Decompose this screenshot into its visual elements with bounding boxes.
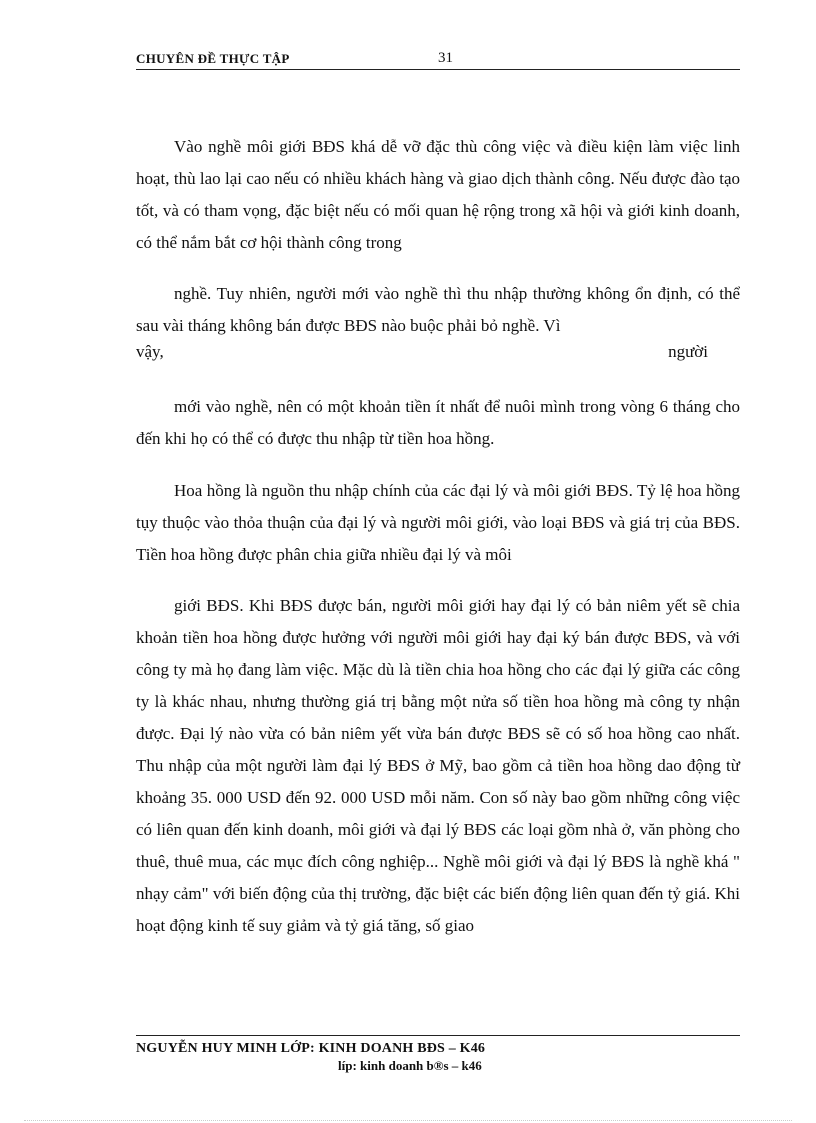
page-number: 31 xyxy=(438,50,453,66)
paragraph-1 xyxy=(136,131,740,259)
paragraph-1-text: Vào nghề môi giới BĐS khá dễ vỡ đặc thù công việc và điều kiện làm việc linh hoạt, thù lao lại cao nếu có nhiều khách hàng và giao dịch thành công. Nếu được đào tạo tốt, và có tham vọng, đặc biệt nếu có mối quan hệ rộng trong xã hội và giới kinh doanh, có thể nắm bắt cơ hội thành công trong xyxy=(136,137,740,252)
page-bottom-dotted-line xyxy=(24,1120,792,1121)
paragraph-5-text: giới BĐS. Khi BĐS được bán, người môi giới hay đại lý có bản niêm yết sẽ chia khoản tiền hoa hồng được hưởng với người môi giới hay đại ký bán được BĐS, và với công ty mà họ đang làm việc. Mặc dù là tiền chia hoa hồng cho các đại lý giữa các công ty là khác nhau, nhưng thường giá trị bằng một nửa số tiền hoa hồng mà công ty nhận được. Đại lý nào vừa có bản niêm yết vừa bán được BĐS sẽ có số hoa hồng cao nhất. Thu nhập của một người làm đại lý BĐS ở Mỹ, bao gồm cả tiền hoa hồng dao động từ khoảng 35. 000 USD đến 92. 000 USD mỗi năm. Con số này bao gồm những công việc có liên quan đến kinh doanh, môi giới và đại lý BĐS các loại gồm nhà ở, văn phòng cho thuê, thuê mua, các mục đích công nghiệp... Nghề môi giới và đại lý BĐS là nghề khá " nhạy cảm" với biến động của thị trường, đặc biệt các biến động liên quan đến tỷ giá. Khi hoạt động kinh tế suy giảm và tỷ giá tăng, số giao xyxy=(136,596,740,935)
paragraph-2-end-right: người xyxy=(668,342,708,361)
paragraph-3-text: mới vào nghề, nên có một khoản tiền ít nhất để nuôi mình trong vòng 6 tháng cho đến khi họ có thể có được thu nhập từ tiền hoa hồng. xyxy=(136,397,740,448)
page-header xyxy=(136,49,740,70)
paragraph-4-text: Hoa hồng là nguồn thu nhập chính của các đại lý và môi giới BĐS. Tỷ lệ hoa hồng tụy thuộc vào thỏa thuận của đại lý và người môi giới, vào loại BĐS và giá trị của BĐS. Tiền hoa hồng được phân chia giữa nhiều đại lý và môi xyxy=(136,481,740,564)
header-title: CHUYÊN ĐỀ THỰC TẬP xyxy=(136,51,290,66)
footer-divider xyxy=(136,1035,740,1036)
paragraph-2-text: nghề. Tuy nhiên, người mới vào nghề thì thu nhập thường không ổn định, có thể sau vài tháng không bán được BĐS nào buộc phải bỏ nghề. Vì xyxy=(136,284,740,335)
paragraph-3 xyxy=(136,391,740,455)
paragraph-2-end-left: vậy, xyxy=(136,342,164,361)
paragraph-5 xyxy=(136,590,740,942)
footer-author-class: NGUYỄN HUY MINH LỚP: KINH DOANH BĐS – K46 xyxy=(136,1041,486,1056)
paragraph-2 xyxy=(136,278,740,342)
paragraph-4 xyxy=(136,475,740,571)
footer-class-garbled: líp: kinh doanh b®s – k46 xyxy=(338,1058,482,1073)
